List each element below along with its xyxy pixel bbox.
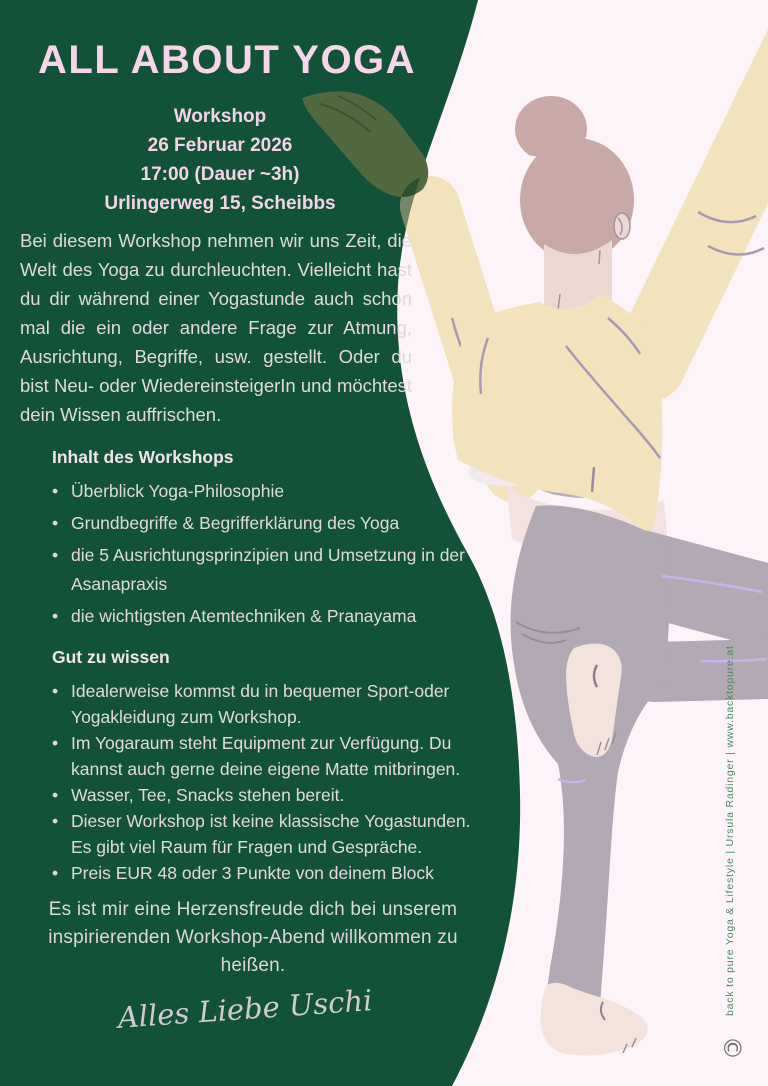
list-item: [52, 808, 492, 860]
list-item: [52, 602, 476, 631]
closing-paragraph: Es ist mir eine Herzensfreude dich bei unserem inspirierenden Workshop-Abend willkommen zu heißen.: [48, 899, 458, 976]
section-heading-inhalt: Inhalt des Workshops: [52, 447, 234, 467]
yellow-top: [452, 294, 662, 538]
list-item-text: die wichtigsten Atemtechniken & Pranayama: [71, 606, 417, 626]
list-item: [52, 860, 492, 886]
event-location: Urlingerweg 15, Scheibbs: [104, 193, 336, 214]
intro-paragraph: Bei diesem Workshop nehmen wir uns Zeit, die Welt des Yoga zu durchleuchten. Vielleicht hast du dir während einer Yogastunde auch schon mal die ein oder andere Frage zur Atmung, Ausrichtung, Begriffe, usw. gestellt. Oder du bist Neu- oder WiedereinsteigerIn und möchtest dein Wissen auffrischen.: [20, 230, 412, 425]
workshop-content-list: [52, 477, 476, 634]
bullet-icon: •: [52, 513, 59, 533]
event-date: 26 Februar 2026: [147, 135, 293, 156]
head: [520, 138, 634, 262]
copyright-icon: ©: [718, 1036, 746, 1060]
event-time: 17:00 (Dauer ~3h): [140, 164, 300, 185]
list-item-text: Grundbegriffe & Begrifferklärung des Yoga: [71, 513, 400, 533]
hips-and-standing-leg: [511, 505, 670, 1009]
event-details: [24, 102, 416, 218]
good-to-know-list: [52, 678, 492, 886]
event-kind: Workshop: [173, 106, 267, 127]
list-item-text: Im Yogaraum steht Equipment zur Verfügung. Du kannst auch gerne deine eigene Matte mitbringen.: [71, 733, 461, 779]
list-item: [52, 509, 476, 538]
bullet-icon: •: [52, 681, 59, 701]
section-heading-gut-zu-wissen: Gut zu wissen: [52, 647, 170, 667]
list-item: [52, 541, 476, 599]
bullet-icon: •: [52, 811, 59, 831]
bullet-icon: •: [52, 733, 59, 753]
bent-shin: [654, 668, 768, 672]
list-item-text: Wasser, Tee, Snacks stehen bereit.: [71, 785, 345, 805]
sidebar-credit: back to pure Yoga & Lifestyle | Ursula Radinger | www.backtopure.at: [724, 645, 736, 1016]
bullet-icon: •: [52, 481, 59, 501]
list-item-text: Überblick Yoga-Philosophie: [71, 481, 285, 501]
bullet-icon: •: [52, 785, 59, 805]
signature: Alles Liebe Uschi: [116, 983, 374, 1035]
page-title: ALL ABOUT YOGA: [38, 38, 417, 82]
list-item: [52, 782, 492, 808]
list-item-text: Dieser Workshop ist keine klassische Yogastunden. Es gibt viel Raum für Fragen und Gespräche.: [71, 811, 471, 857]
bullet-icon: •: [52, 606, 59, 626]
right-arm: [648, 50, 768, 364]
bullet-icon: •: [52, 545, 59, 565]
list-item-text: die 5 Ausrichtungsprinzipien und Umsetzung in der Asanapraxis: [71, 545, 465, 594]
list-item: [52, 477, 476, 506]
bullet-icon: •: [52, 863, 59, 883]
list-item-text: Idealerweise kommst du in bequemer Sport-oder Yogakleidung zum Workshop.: [71, 681, 450, 727]
list-item-text: Preis EUR 48 oder 3 Punkte von deinem Block: [71, 863, 434, 883]
list-item: [52, 730, 492, 782]
list-item: [52, 678, 492, 730]
hair-pin-loop: [597, 132, 607, 142]
